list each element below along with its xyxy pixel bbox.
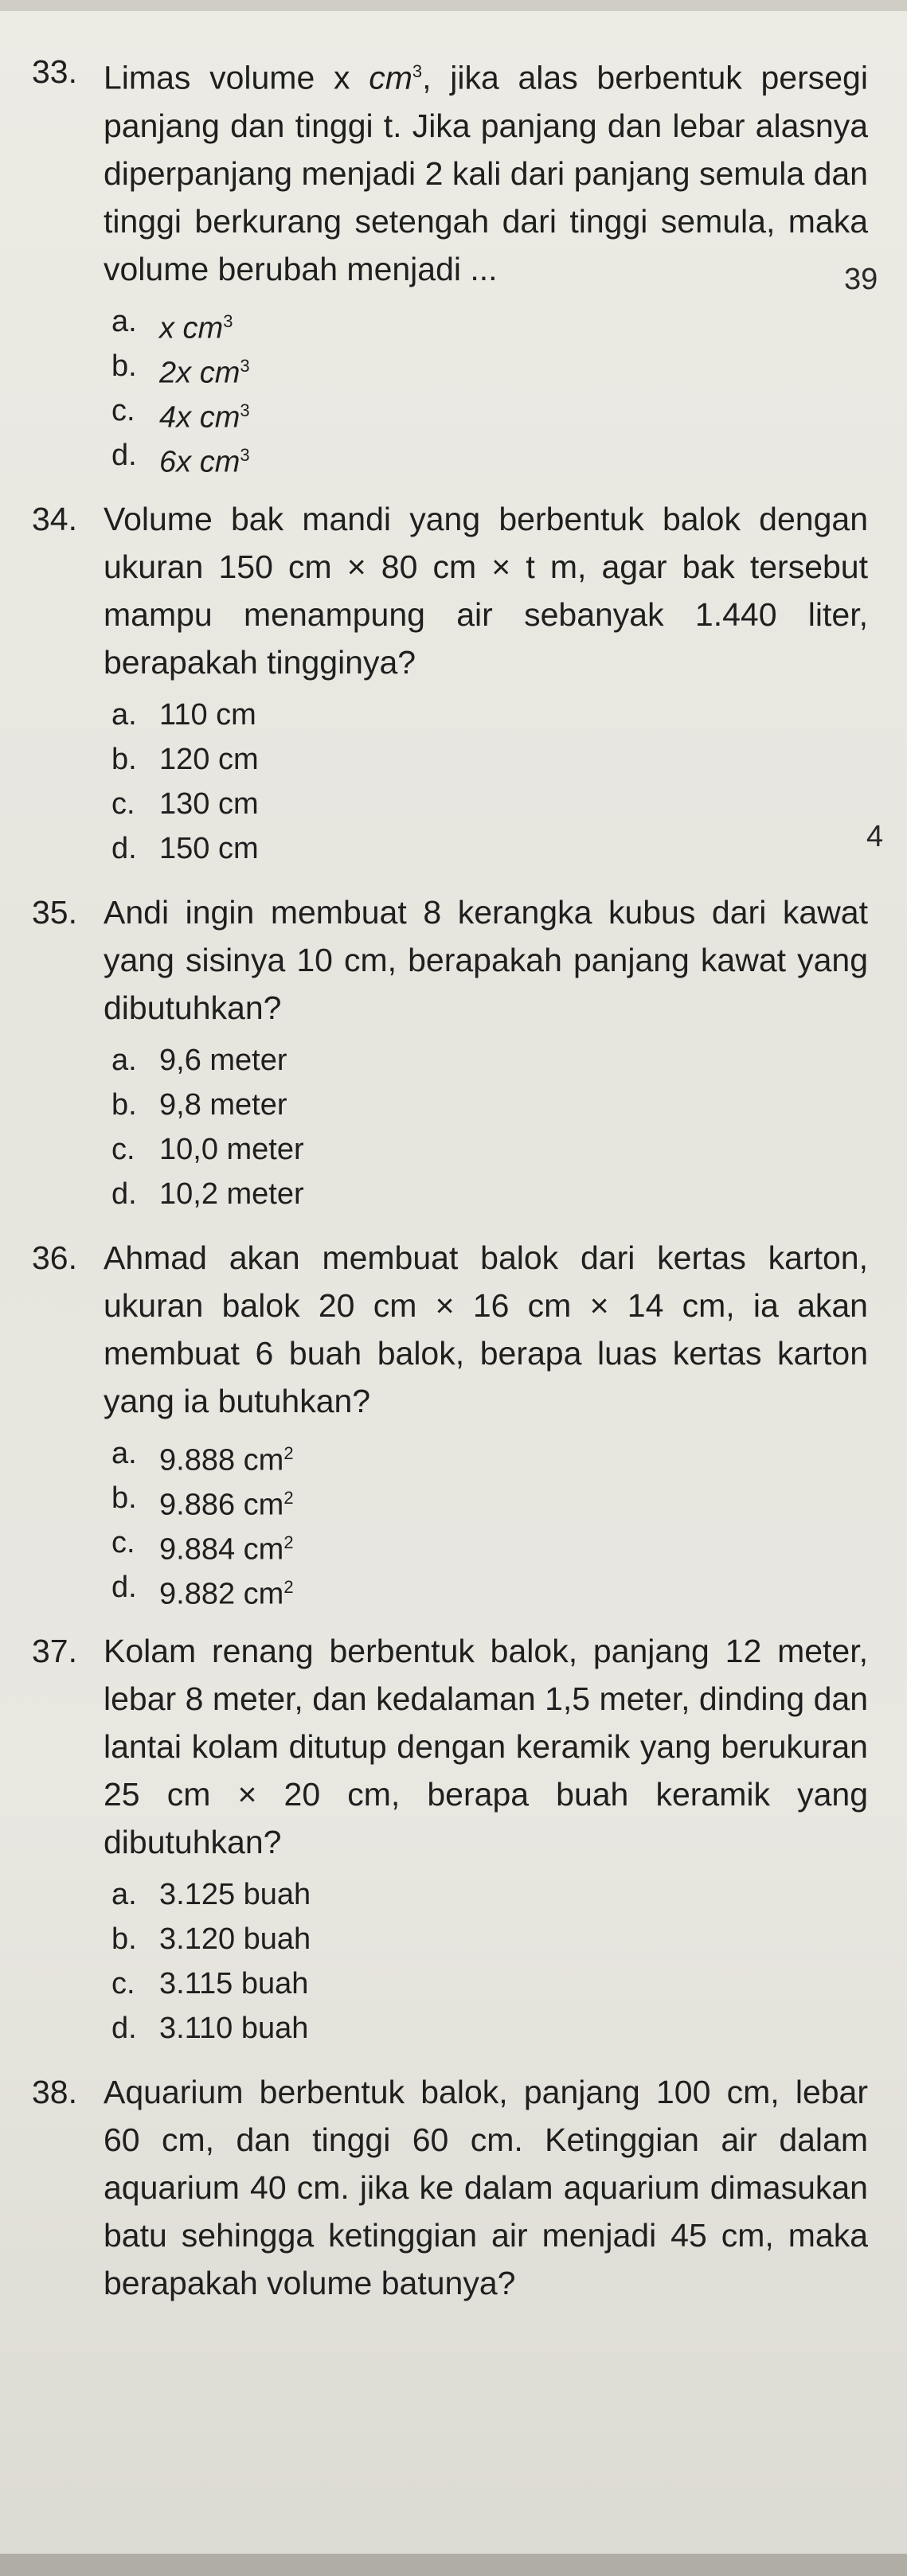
question-text: Volume bak mandi yang berbentuk balok dengan ukuran 150 cm × 80 cm × t m, agar bak tersebut mampu menampung air sebanyak 1.440 liter, berapakah tingginya? xyxy=(104,500,868,681)
option-c[interactable]: c. 130 cm xyxy=(111,786,259,821)
option-d[interactable]: d. 10,2 meter xyxy=(111,1177,304,1211)
question-38 xyxy=(32,2068,868,2307)
question-36 xyxy=(32,1234,868,1610)
question-text: Aquarium berbentuk balok, panjang 100 cm, lebar 60 cm, dan tinggi 60 cm. Ketinggian air dalam aquarium 40 cm. jika ke dalam aquarium dimasukan batu sehingga ketinggian air menjadi 45 cm, maka berapakah volume batunya? xyxy=(104,2073,868,2301)
question-list xyxy=(32,48,868,2324)
answer-options xyxy=(111,1038,868,1216)
option-c[interactable]: c. 4x $cm^3$ xyxy=(111,393,250,435)
option-d[interactable]: d. 150 cm xyxy=(111,831,259,865)
question-34 xyxy=(32,495,868,871)
option-a[interactable]: a. 9,6 meter xyxy=(111,1043,287,1077)
top-edge xyxy=(0,0,907,11)
answer-options xyxy=(111,1431,868,1610)
bottom-edge xyxy=(0,2554,907,2576)
question-text: Limas volume x $cm^3$, jika alas berbentuk persegi panjang dan tinggi t. Jika panjang dan lebar alasnya diperpanjang menjadi 2 kali dari panjang semula dan tinggi berkurang setengah dari tinggi semula, maka volume berubah menjadi ... xyxy=(104,59,868,287)
option-d[interactable]: d. 9.882 $cm^2$ xyxy=(111,1570,294,1611)
option-c[interactable]: c. 10,0 meter xyxy=(111,1132,304,1166)
question-number: 35. xyxy=(32,893,77,931)
side-number-4: 4 xyxy=(866,820,884,853)
option-d[interactable]: d. 6x $cm^3$ xyxy=(111,438,250,479)
option-b[interactable]: b. 9,8 meter xyxy=(111,1087,287,1122)
question-number: 37. xyxy=(32,1632,77,1669)
answer-options xyxy=(111,1872,868,2051)
question-35 xyxy=(32,888,868,1216)
question-number: 33. xyxy=(32,53,77,90)
question-number: 38. xyxy=(32,2073,77,2110)
question-33 xyxy=(32,48,868,478)
answer-options xyxy=(111,299,868,478)
question-text: Ahmad akan membuat balok dari kertas karton, ukuran balok 20 cm × 16 cm × 14 cm, ia akan membuat 6 buah balok, berapa luas kertas karton yang ia butuhkan? xyxy=(104,1239,868,1419)
option-a[interactable]: a. 3.125 buah xyxy=(111,1877,311,1911)
option-a[interactable]: a. 9.888 $cm^2$ xyxy=(111,1436,294,1477)
option-a[interactable]: a. x $cm^3$ xyxy=(111,304,233,345)
question-text: Andi ingin membuat 8 kerangka kubus dari kawat yang sisinya 10 cm, berapakah panjang kawat yang dibutuhkan? xyxy=(104,893,868,1026)
option-b[interactable]: b. 2x $cm^3$ xyxy=(111,349,250,390)
option-d[interactable]: d. 3.110 buah xyxy=(111,2011,309,2045)
option-b[interactable]: b. 120 cm xyxy=(111,742,259,776)
option-a[interactable]: a. 110 cm xyxy=(111,697,256,732)
question-number: 36. xyxy=(32,1239,77,1276)
question-text: Kolam renang berbentuk balok, panjang 12 meter, lebar 8 meter, dan kedalaman 1,5 meter, dinding dan lantai kolam ditutup dengan keramik yang berukuran 25 cm × 20 cm, berapa buah keramik yang dibutuhkan? xyxy=(104,1632,868,1860)
option-c[interactable]: c. 3.115 buah xyxy=(111,1966,309,2000)
option-b[interactable]: b. 3.120 buah xyxy=(111,1922,311,1956)
option-c[interactable]: c. 9.884 $cm^2$ xyxy=(111,1525,294,1567)
answer-options xyxy=(111,693,868,871)
question-37 xyxy=(32,1627,868,2051)
question-number: 34. xyxy=(32,500,77,537)
side-number-39: 39 xyxy=(844,263,878,296)
option-b[interactable]: b. 9.886 $cm^2$ xyxy=(111,1481,294,1522)
